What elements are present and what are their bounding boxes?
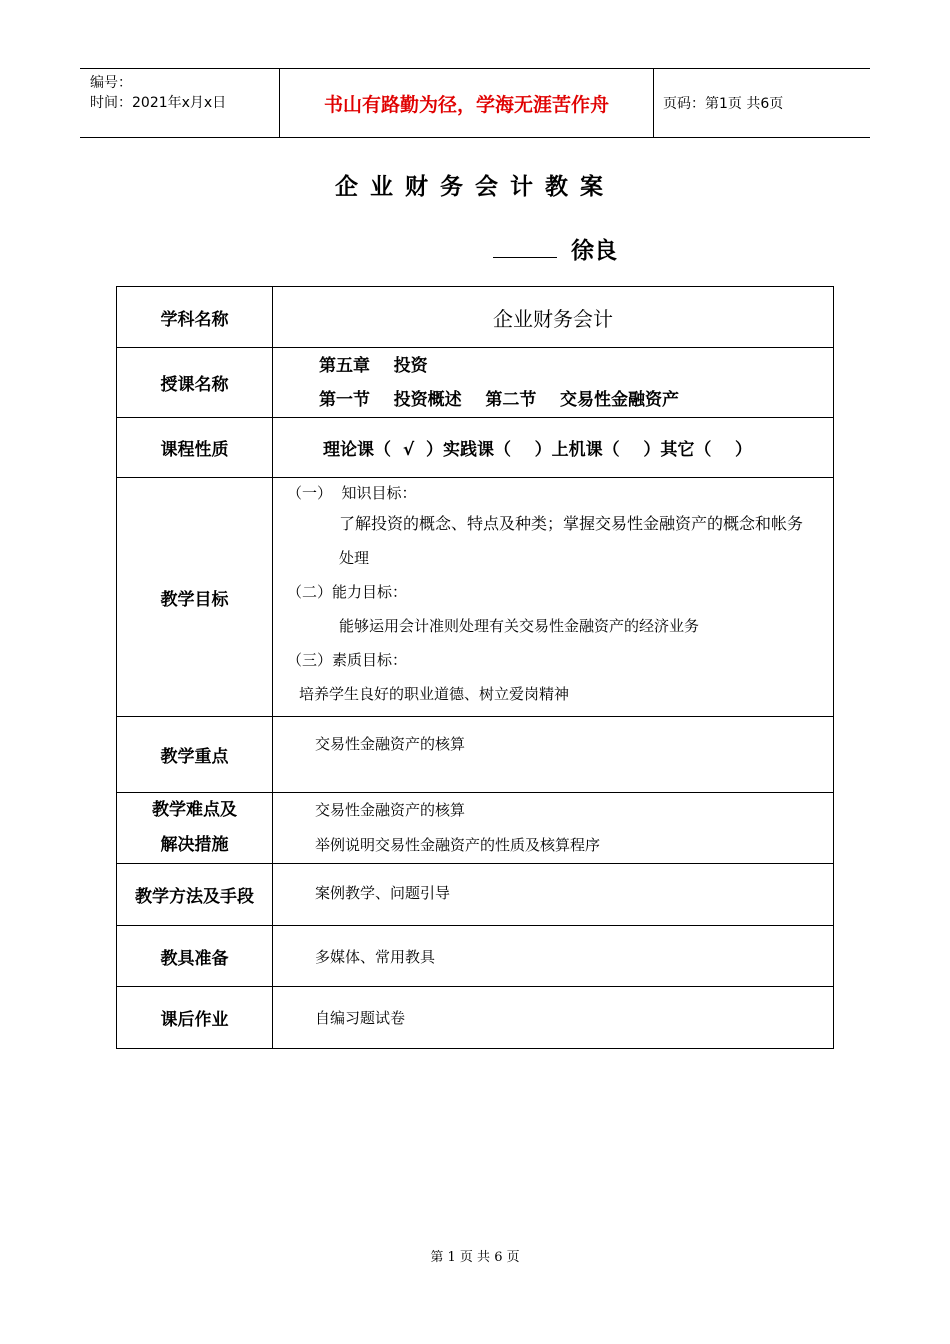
- table-row: [117, 717, 834, 793]
- time-label: 时间：2021年x月x日: [90, 95, 227, 111]
- page-header: [80, 68, 870, 138]
- goal-knowledge-title: （一） 知识目标：: [287, 484, 417, 502]
- header-page-info: 页码：第1页 共6页: [663, 96, 784, 112]
- method-value: 案例教学、问题引导: [273, 864, 834, 926]
- goal-ability-text: 能够运用会计准则处理有关交易性金融资产的经济业务: [339, 617, 700, 635]
- number-label: 编号：: [90, 75, 132, 91]
- difficulty-label: [117, 793, 273, 864]
- table-row: [117, 287, 834, 348]
- course-line-1: 第五章 投资: [319, 355, 428, 376]
- goal-knowledge-text-a: 了解投资的概念、特点及种类；掌握交易性金融资产的概念和帐务: [339, 514, 804, 533]
- table-row: [117, 926, 834, 987]
- method-label: 教学方法及手段: [117, 864, 273, 926]
- nature-value: 理论课（ √ ）实践课（ ）上机课（ ）其它（ ）: [273, 418, 834, 478]
- table-row: [117, 864, 834, 926]
- goals-label: 教学目标: [117, 478, 273, 717]
- goal-quality-title: （三）素质目标：: [287, 651, 408, 669]
- goal-knowledge-text-b: 处理: [339, 549, 370, 567]
- difficulty-value-line-1: 交易性金融资产的核算: [315, 801, 466, 819]
- nature-label: 课程性质: [117, 418, 273, 478]
- course-label: 授课名称: [117, 348, 273, 418]
- tools-label: 教具准备: [117, 926, 273, 987]
- difficulty-label-line-2: 解决措施: [160, 835, 229, 855]
- goal-ability-title: （二）能力目标：: [287, 583, 408, 601]
- subject-label: 学科名称: [117, 287, 273, 348]
- header-meta: [80, 69, 280, 137]
- lesson-plan-table: [116, 286, 834, 1049]
- author-line: [493, 232, 617, 265]
- table-row: [117, 987, 834, 1049]
- key-label: 教学重点: [117, 717, 273, 793]
- course-value: [273, 348, 834, 418]
- tools-value: 多媒体、常用教具: [273, 926, 834, 987]
- difficulty-label-line-1: 教学难点及: [152, 800, 237, 820]
- subject-value: 企业财务会计: [273, 287, 834, 348]
- difficulty-value-line-2: 举例说明交易性金融资产的性质及核算程序: [315, 836, 601, 854]
- table-row: [117, 418, 834, 478]
- goal-quality-text: 培养学生良好的职业道德、树立爱岗精神: [299, 685, 570, 703]
- course-line-2: 第一节 投资概述 第二节 交易性金融资产: [319, 389, 680, 410]
- goals-value: [273, 478, 834, 717]
- homework-value: 自编习题试卷: [273, 987, 834, 1049]
- key-value: 交易性金融资产的核算: [273, 717, 834, 793]
- difficulty-value: [273, 793, 834, 864]
- document-title: 企业财务会计教案: [335, 173, 615, 200]
- table-row: [117, 348, 834, 418]
- page-footer: 第 1 页 共 6 页: [430, 1250, 520, 1265]
- table-row: [117, 478, 834, 717]
- header-motto: 书山有路勤为径，学海无涯苦作舟: [280, 69, 654, 137]
- author-name: 徐良: [571, 237, 617, 264]
- homework-label: 课后作业: [117, 987, 273, 1049]
- table-row: [117, 793, 834, 864]
- author-dash: [493, 257, 557, 258]
